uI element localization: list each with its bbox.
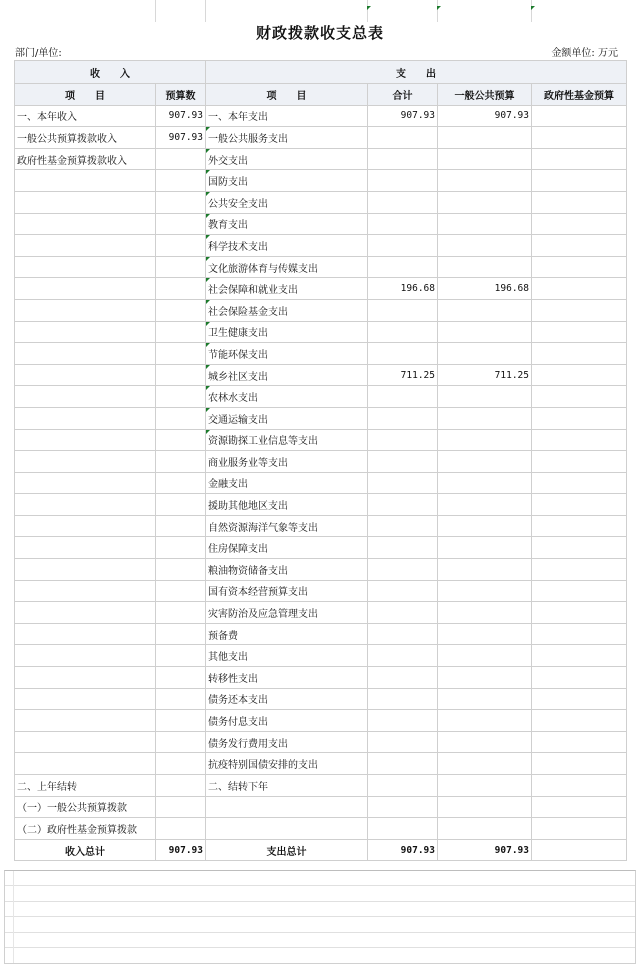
income-item-cell[interactable] [15, 386, 156, 408]
fund-budget-value-cell[interactable] [532, 386, 627, 408]
general-budget-value-cell[interactable] [438, 127, 532, 149]
fund-budget-value-cell[interactable] [532, 688, 627, 710]
grid-line [5, 932, 635, 933]
table-row [15, 710, 627, 732]
expense-item-cell[interactable]: 社会保障和就业支出 [206, 278, 368, 300]
table-row [15, 148, 627, 170]
total-value-cell[interactable] [368, 256, 438, 278]
fund-budget-value-cell[interactable] [532, 278, 627, 300]
budget-value-cell[interactable] [156, 559, 206, 581]
fund-budget-value-cell[interactable] [532, 256, 627, 278]
general-budget-value-cell[interactable]: 907.93 [438, 105, 532, 127]
cell-comment-flag [206, 214, 210, 218]
fund-budget-value-cell[interactable] [532, 515, 627, 537]
general-budget-value-cell[interactable] [438, 472, 532, 494]
budget-value-cell[interactable] [156, 580, 206, 602]
cell-comment-flag [206, 235, 210, 239]
total-value-cell[interactable] [368, 148, 438, 170]
income-item-cell[interactable] [15, 623, 156, 645]
budget-value-cell[interactable] [156, 386, 206, 408]
expense-total-label[interactable]: 支出总计 [206, 839, 368, 861]
total-value-cell[interactable] [368, 818, 438, 840]
budget-value-cell[interactable] [156, 537, 206, 559]
expense-item-cell[interactable]: 抗疫特别国债安排的支出 [206, 753, 368, 775]
cell-comment-flag [367, 6, 371, 10]
fund-budget-value-cell[interactable] [532, 559, 627, 581]
general-budget-value-cell[interactable] [438, 321, 532, 343]
expense-item-cell[interactable]: 国防支出 [206, 170, 368, 192]
expense-item-cell[interactable]: 城乡社区支出 [206, 364, 368, 386]
table-row [15, 731, 627, 753]
fund-budget-value-cell[interactable] [532, 645, 627, 667]
general-budget-value-cell[interactable]: 711.25 [438, 364, 532, 386]
fund-budget-value-cell[interactable] [532, 105, 627, 127]
col-header-budget[interactable]: 预算数 [156, 84, 206, 106]
fund-budget-value-cell[interactable] [532, 818, 627, 840]
fund-budget-value-cell[interactable] [532, 191, 627, 213]
table-row [15, 667, 627, 689]
total-value-cell[interactable] [368, 667, 438, 689]
income-item-cell[interactable] [15, 753, 156, 775]
general-budget-value-cell[interactable] [438, 818, 532, 840]
general-budget-value-cell[interactable] [438, 645, 532, 667]
total-value-cell[interactable] [368, 623, 438, 645]
table-row [15, 278, 627, 300]
budget-value-cell[interactable] [156, 515, 206, 537]
budget-value-cell[interactable] [156, 213, 206, 235]
total-value-cell[interactable] [368, 731, 438, 753]
col-header-expense-item[interactable]: 项 目 [206, 84, 368, 106]
total-value-cell[interactable] [368, 191, 438, 213]
budget-value-cell[interactable] [156, 170, 206, 192]
income-item-cell[interactable] [15, 299, 156, 321]
total-value-cell[interactable] [368, 775, 438, 797]
general-budget-value-cell[interactable] [438, 494, 532, 516]
total-value-cell[interactable]: 907.93 [368, 105, 438, 127]
general-budget-value-cell[interactable] [438, 731, 532, 753]
income-item-cell[interactable] [15, 494, 156, 516]
cell-comment-flag [206, 278, 210, 282]
cell-comment-flag [206, 170, 210, 174]
totals-row [15, 839, 627, 861]
column-header-row [15, 84, 627, 106]
expense-item-cell[interactable]: 金融支出 [206, 472, 368, 494]
total-value-cell[interactable] [368, 494, 438, 516]
general-budget-value-cell[interactable]: 196.68 [438, 278, 532, 300]
table-row [15, 213, 627, 235]
expense-item-cell[interactable]: 转移性支出 [206, 667, 368, 689]
general-budget-value-cell[interactable] [438, 213, 532, 235]
fund-budget-value-cell[interactable] [532, 537, 627, 559]
department-label: 部门/单位: [15, 48, 62, 59]
fund-budget-value-cell[interactable] [532, 731, 627, 753]
income-item-cell[interactable] [15, 710, 156, 732]
total-value-cell[interactable] [368, 299, 438, 321]
total-value-cell[interactable] [368, 235, 438, 257]
cell-comment-flag [206, 300, 210, 304]
fund-budget-value-cell[interactable] [532, 127, 627, 149]
general-budget-value-cell[interactable] [438, 451, 532, 473]
table-row [15, 386, 627, 408]
fund-budget-value-cell[interactable] [532, 148, 627, 170]
table-row [15, 494, 627, 516]
expense-item-cell[interactable]: 农林水支出 [206, 386, 368, 408]
col-header-fund-budget[interactable]: 政府性基金预算 [532, 84, 627, 106]
income-item-cell[interactable] [15, 213, 156, 235]
general-budget-value-cell[interactable] [438, 753, 532, 775]
budget-value-cell[interactable] [156, 299, 206, 321]
expense-item-cell[interactable]: 债务付息支出 [206, 710, 368, 732]
empty-grid-area [4, 870, 636, 964]
fund-budget-value-cell[interactable] [532, 494, 627, 516]
budget-value-cell[interactable] [156, 753, 206, 775]
income-total-value[interactable]: 907.93 [156, 839, 206, 861]
cell-comment-flag [206, 386, 210, 390]
income-item-cell[interactable] [15, 472, 156, 494]
total-value-cell[interactable] [368, 386, 438, 408]
total-value-cell[interactable] [368, 407, 438, 429]
expense-item-cell[interactable]: 交通运输支出 [206, 407, 368, 429]
fund-budget-value-cell[interactable] [532, 623, 627, 645]
grid-line [155, 0, 156, 22]
budget-value-cell[interactable] [156, 429, 206, 451]
table-row [15, 127, 627, 149]
report-title: 财政拨款收支总表 [255, 24, 384, 42]
budget-value-cell[interactable] [156, 623, 206, 645]
total-value-cell[interactable] [368, 602, 438, 624]
income-item-cell[interactable] [15, 602, 156, 624]
expense-item-cell[interactable]: 公共安全支出 [206, 191, 368, 213]
expense-item-cell[interactable]: 粮油物资储备支出 [206, 559, 368, 581]
col-header-income-item[interactable]: 项 目 [15, 84, 156, 106]
income-item-cell[interactable] [15, 278, 156, 300]
fund-budget-value-cell[interactable] [532, 667, 627, 689]
income-item-cell[interactable] [15, 321, 156, 343]
income-item-cell[interactable] [15, 429, 156, 451]
general-budget-value-cell[interactable] [438, 580, 532, 602]
grid-line [13, 871, 14, 963]
general-budget-value-cell[interactable] [438, 148, 532, 170]
budget-value-cell[interactable] [156, 645, 206, 667]
general-budget-value-cell[interactable] [438, 688, 532, 710]
total-value-cell[interactable] [368, 429, 438, 451]
expense-item-cell[interactable]: 社会保险基金支出 [206, 299, 368, 321]
income-item-cell[interactable]: 一般公共预算拨款收入 [15, 127, 156, 149]
cell-comment-flag [206, 149, 210, 153]
table-row [15, 559, 627, 581]
general-budget-value-cell[interactable] [438, 386, 532, 408]
col-header-total[interactable]: 合计 [368, 84, 438, 106]
budget-value-cell[interactable]: 907.93 [156, 105, 206, 127]
expense-item-cell[interactable]: 国有资本经营预算支出 [206, 580, 368, 602]
table-row [15, 796, 627, 818]
fund-budget-value-cell[interactable] [532, 710, 627, 732]
income-item-cell[interactable]: 政府性基金预算拨款收入 [15, 148, 156, 170]
income-item-cell[interactable] [15, 191, 156, 213]
expense-item-cell[interactable]: 卫生健康支出 [206, 321, 368, 343]
income-total-label[interactable]: 收入总计 [15, 839, 156, 861]
section-header-row [15, 61, 627, 84]
general-budget-value-cell[interactable] [438, 602, 532, 624]
general-budget-value-cell[interactable] [438, 775, 532, 797]
income-item-cell[interactable] [15, 731, 156, 753]
income-item-cell[interactable] [15, 645, 156, 667]
table-row [15, 753, 627, 775]
income-item-cell[interactable] [15, 170, 156, 192]
fund-budget-value-cell[interactable] [532, 299, 627, 321]
table-row [15, 580, 627, 602]
income-item-cell[interactable] [15, 688, 156, 710]
total-value-cell[interactable] [368, 796, 438, 818]
cell-comment-flag [437, 6, 441, 10]
table-row [15, 602, 627, 624]
total-value-cell[interactable] [368, 559, 438, 581]
total-value-cell[interactable] [368, 645, 438, 667]
budget-value-cell[interactable] [156, 451, 206, 473]
budget-value-cell[interactable] [156, 796, 206, 818]
budget-value-cell[interactable] [156, 667, 206, 689]
table-row [15, 623, 627, 645]
expense-item-cell[interactable]: 住房保障支出 [206, 537, 368, 559]
fund-budget-value-cell[interactable] [532, 472, 627, 494]
expense-item-cell[interactable]: 灾害防治及应急管理支出 [206, 602, 368, 624]
grid-line [205, 0, 206, 22]
table-row [15, 299, 627, 321]
table-row [15, 451, 627, 473]
fund-budget-value-cell[interactable] [532, 321, 627, 343]
table-row [15, 515, 627, 537]
top-grid-strip [0, 0, 640, 22]
income-item-cell[interactable] [15, 667, 156, 689]
budget-value-cell[interactable] [156, 278, 206, 300]
budget-table-body [15, 61, 627, 861]
budget-value-cell[interactable] [156, 731, 206, 753]
general-budget-value-cell[interactable] [438, 667, 532, 689]
cell-comment-flag [206, 257, 210, 261]
table-row [15, 537, 627, 559]
fund-budget-value-cell[interactable] [532, 343, 627, 365]
general-budget-value-cell[interactable] [438, 299, 532, 321]
cell-comment-flag [206, 365, 210, 369]
budget-value-cell[interactable] [156, 688, 206, 710]
total-value-cell[interactable] [368, 170, 438, 192]
table-row [15, 170, 627, 192]
income-item-cell[interactable]: 一、本年收入 [15, 105, 156, 127]
expense-item-cell[interactable]: 节能环保支出 [206, 343, 368, 365]
expense-item-cell[interactable]: 商业服务业等支出 [206, 451, 368, 473]
income-item-cell[interactable] [15, 256, 156, 278]
income-item-cell[interactable] [15, 235, 156, 257]
budget-value-cell[interactable] [156, 191, 206, 213]
expense-item-cell[interactable]: 二、结转下年 [206, 775, 368, 797]
grid-line [5, 885, 635, 886]
budget-value-cell[interactable] [156, 494, 206, 516]
income-item-cell[interactable] [15, 451, 156, 473]
income-item-cell[interactable] [15, 537, 156, 559]
general-budget-value-cell[interactable] [438, 559, 532, 581]
fund-budget-value-cell[interactable] [532, 429, 627, 451]
expense-item-cell[interactable]: 文化旅游体育与传媒支出 [206, 256, 368, 278]
expense-item-cell[interactable] [206, 818, 368, 840]
table-row [15, 472, 627, 494]
fund-budget-value-cell[interactable] [532, 235, 627, 257]
fund-budget-value-cell[interactable] [532, 364, 627, 386]
total-value-cell[interactable] [368, 515, 438, 537]
general-budget-value-cell[interactable] [438, 537, 532, 559]
general-budget-value-cell[interactable] [438, 256, 532, 278]
expense-item-cell[interactable]: 一般公共服务支出 [206, 127, 368, 149]
income-item-cell[interactable] [15, 515, 156, 537]
budget-table [14, 60, 627, 861]
table-row [15, 343, 627, 365]
fund-budget-value-cell[interactable] [532, 753, 627, 775]
fund-budget-value-cell[interactable] [532, 451, 627, 473]
income-item-cell[interactable] [15, 364, 156, 386]
budget-value-cell[interactable]: 907.93 [156, 127, 206, 149]
fund-budget-value-cell[interactable] [532, 796, 627, 818]
table-row [15, 775, 627, 797]
income-section-header[interactable]: 收 入 [15, 61, 206, 84]
income-item-cell[interactable] [15, 407, 156, 429]
expense-item-cell[interactable]: 一、本年支出 [206, 105, 368, 127]
general-budget-value-cell[interactable] [438, 343, 532, 365]
table-row [15, 321, 627, 343]
table-row [15, 235, 627, 257]
fund-budget-value-cell[interactable] [532, 407, 627, 429]
table-row [15, 256, 627, 278]
budget-value-cell[interactable] [156, 602, 206, 624]
table-row [15, 429, 627, 451]
total-value-cell[interactable]: 196.68 [368, 278, 438, 300]
general-budget-value-cell[interactable] [438, 623, 532, 645]
grid-line [437, 0, 438, 22]
fund-budget-value-cell[interactable] [532, 775, 627, 797]
budget-value-cell[interactable] [156, 710, 206, 732]
col-header-general-budget[interactable]: 一般公共预算 [438, 84, 532, 106]
table-row [15, 191, 627, 213]
expense-item-cell[interactable]: 援助其他地区支出 [206, 494, 368, 516]
general-budget-value-cell[interactable] [438, 796, 532, 818]
general-budget-value-cell[interactable] [438, 235, 532, 257]
income-item-cell[interactable]: （一）一般公共预算拨款 [15, 796, 156, 818]
total-value-cell[interactable] [368, 343, 438, 365]
total-value-cell[interactable] [368, 688, 438, 710]
budget-value-cell[interactable] [156, 818, 206, 840]
budget-value-cell[interactable] [156, 235, 206, 257]
cell-comment-flag [206, 127, 210, 131]
expense-item-cell[interactable]: 科学技术支出 [206, 235, 368, 257]
expense-item-cell[interactable]: 债务发行费用支出 [206, 731, 368, 753]
table-row [15, 818, 627, 840]
table-row [15, 364, 627, 386]
grid-line [531, 0, 532, 22]
cell-comment-flag [531, 6, 535, 10]
cell-comment-flag [206, 430, 210, 434]
fund-budget-total-value[interactable] [532, 839, 627, 861]
expense-item-cell[interactable]: 教育支出 [206, 213, 368, 235]
amount-unit-label: 金额单位: 万元 [551, 48, 618, 59]
general-budget-value-cell[interactable] [438, 429, 532, 451]
total-value-cell[interactable] [368, 753, 438, 775]
expense-item-cell[interactable]: 债务还本支出 [206, 688, 368, 710]
table-row [15, 407, 627, 429]
income-item-cell[interactable]: 二、上年结转 [15, 775, 156, 797]
fund-budget-value-cell[interactable] [532, 602, 627, 624]
budget-value-cell[interactable] [156, 472, 206, 494]
total-value-cell[interactable] [368, 537, 438, 559]
expense-item-cell[interactable] [206, 796, 368, 818]
general-budget-total-value[interactable]: 907.93 [438, 839, 532, 861]
grid-line [5, 916, 635, 917]
grid-line [5, 947, 635, 948]
total-value-cell[interactable] [368, 321, 438, 343]
budget-value-cell[interactable] [156, 775, 206, 797]
total-value-cell[interactable] [368, 127, 438, 149]
general-budget-value-cell[interactable] [438, 191, 532, 213]
income-item-cell[interactable] [15, 343, 156, 365]
cell-comment-flag [206, 192, 210, 196]
fund-budget-value-cell[interactable] [532, 170, 627, 192]
general-budget-value-cell[interactable] [438, 407, 532, 429]
budget-value-cell[interactable] [156, 343, 206, 365]
expense-item-cell[interactable]: 资源勘探工业信息等支出 [206, 429, 368, 451]
expense-item-cell[interactable]: 外交支出 [206, 148, 368, 170]
cell-comment-flag [206, 343, 210, 347]
total-value-cell[interactable] [368, 710, 438, 732]
budget-value-cell[interactable] [156, 256, 206, 278]
budget-value-cell[interactable] [156, 321, 206, 343]
expense-item-cell[interactable]: 自然资源海洋气象等支出 [206, 515, 368, 537]
expense-item-cell[interactable]: 预备费 [206, 623, 368, 645]
total-value-cell[interactable] [368, 213, 438, 235]
grid-line [367, 0, 368, 22]
fund-budget-value-cell[interactable] [532, 213, 627, 235]
total-value-cell[interactable] [368, 580, 438, 602]
total-value-cell[interactable] [368, 472, 438, 494]
cell-comment-flag [206, 322, 210, 326]
grid-line [5, 901, 635, 902]
expense-total-value[interactable]: 907.93 [368, 839, 438, 861]
total-value-cell[interactable] [368, 451, 438, 473]
table-row [15, 688, 627, 710]
general-budget-value-cell[interactable] [438, 170, 532, 192]
table-row [15, 105, 627, 127]
cell-comment-flag [206, 408, 210, 412]
fund-budget-value-cell[interactable] [532, 580, 627, 602]
expense-section-header[interactable]: 支 出 [206, 61, 627, 84]
general-budget-value-cell[interactable] [438, 710, 532, 732]
table-row [15, 645, 627, 667]
total-value-cell[interactable]: 711.25 [368, 364, 438, 386]
income-item-cell[interactable]: （二）政府性基金预算拨款 [15, 818, 156, 840]
budget-value-cell[interactable] [156, 148, 206, 170]
income-item-cell[interactable] [15, 580, 156, 602]
expense-item-cell[interactable]: 其他支出 [206, 645, 368, 667]
budget-value-cell[interactable] [156, 364, 206, 386]
budget-value-cell[interactable] [156, 407, 206, 429]
income-item-cell[interactable] [15, 559, 156, 581]
general-budget-value-cell[interactable] [438, 515, 532, 537]
